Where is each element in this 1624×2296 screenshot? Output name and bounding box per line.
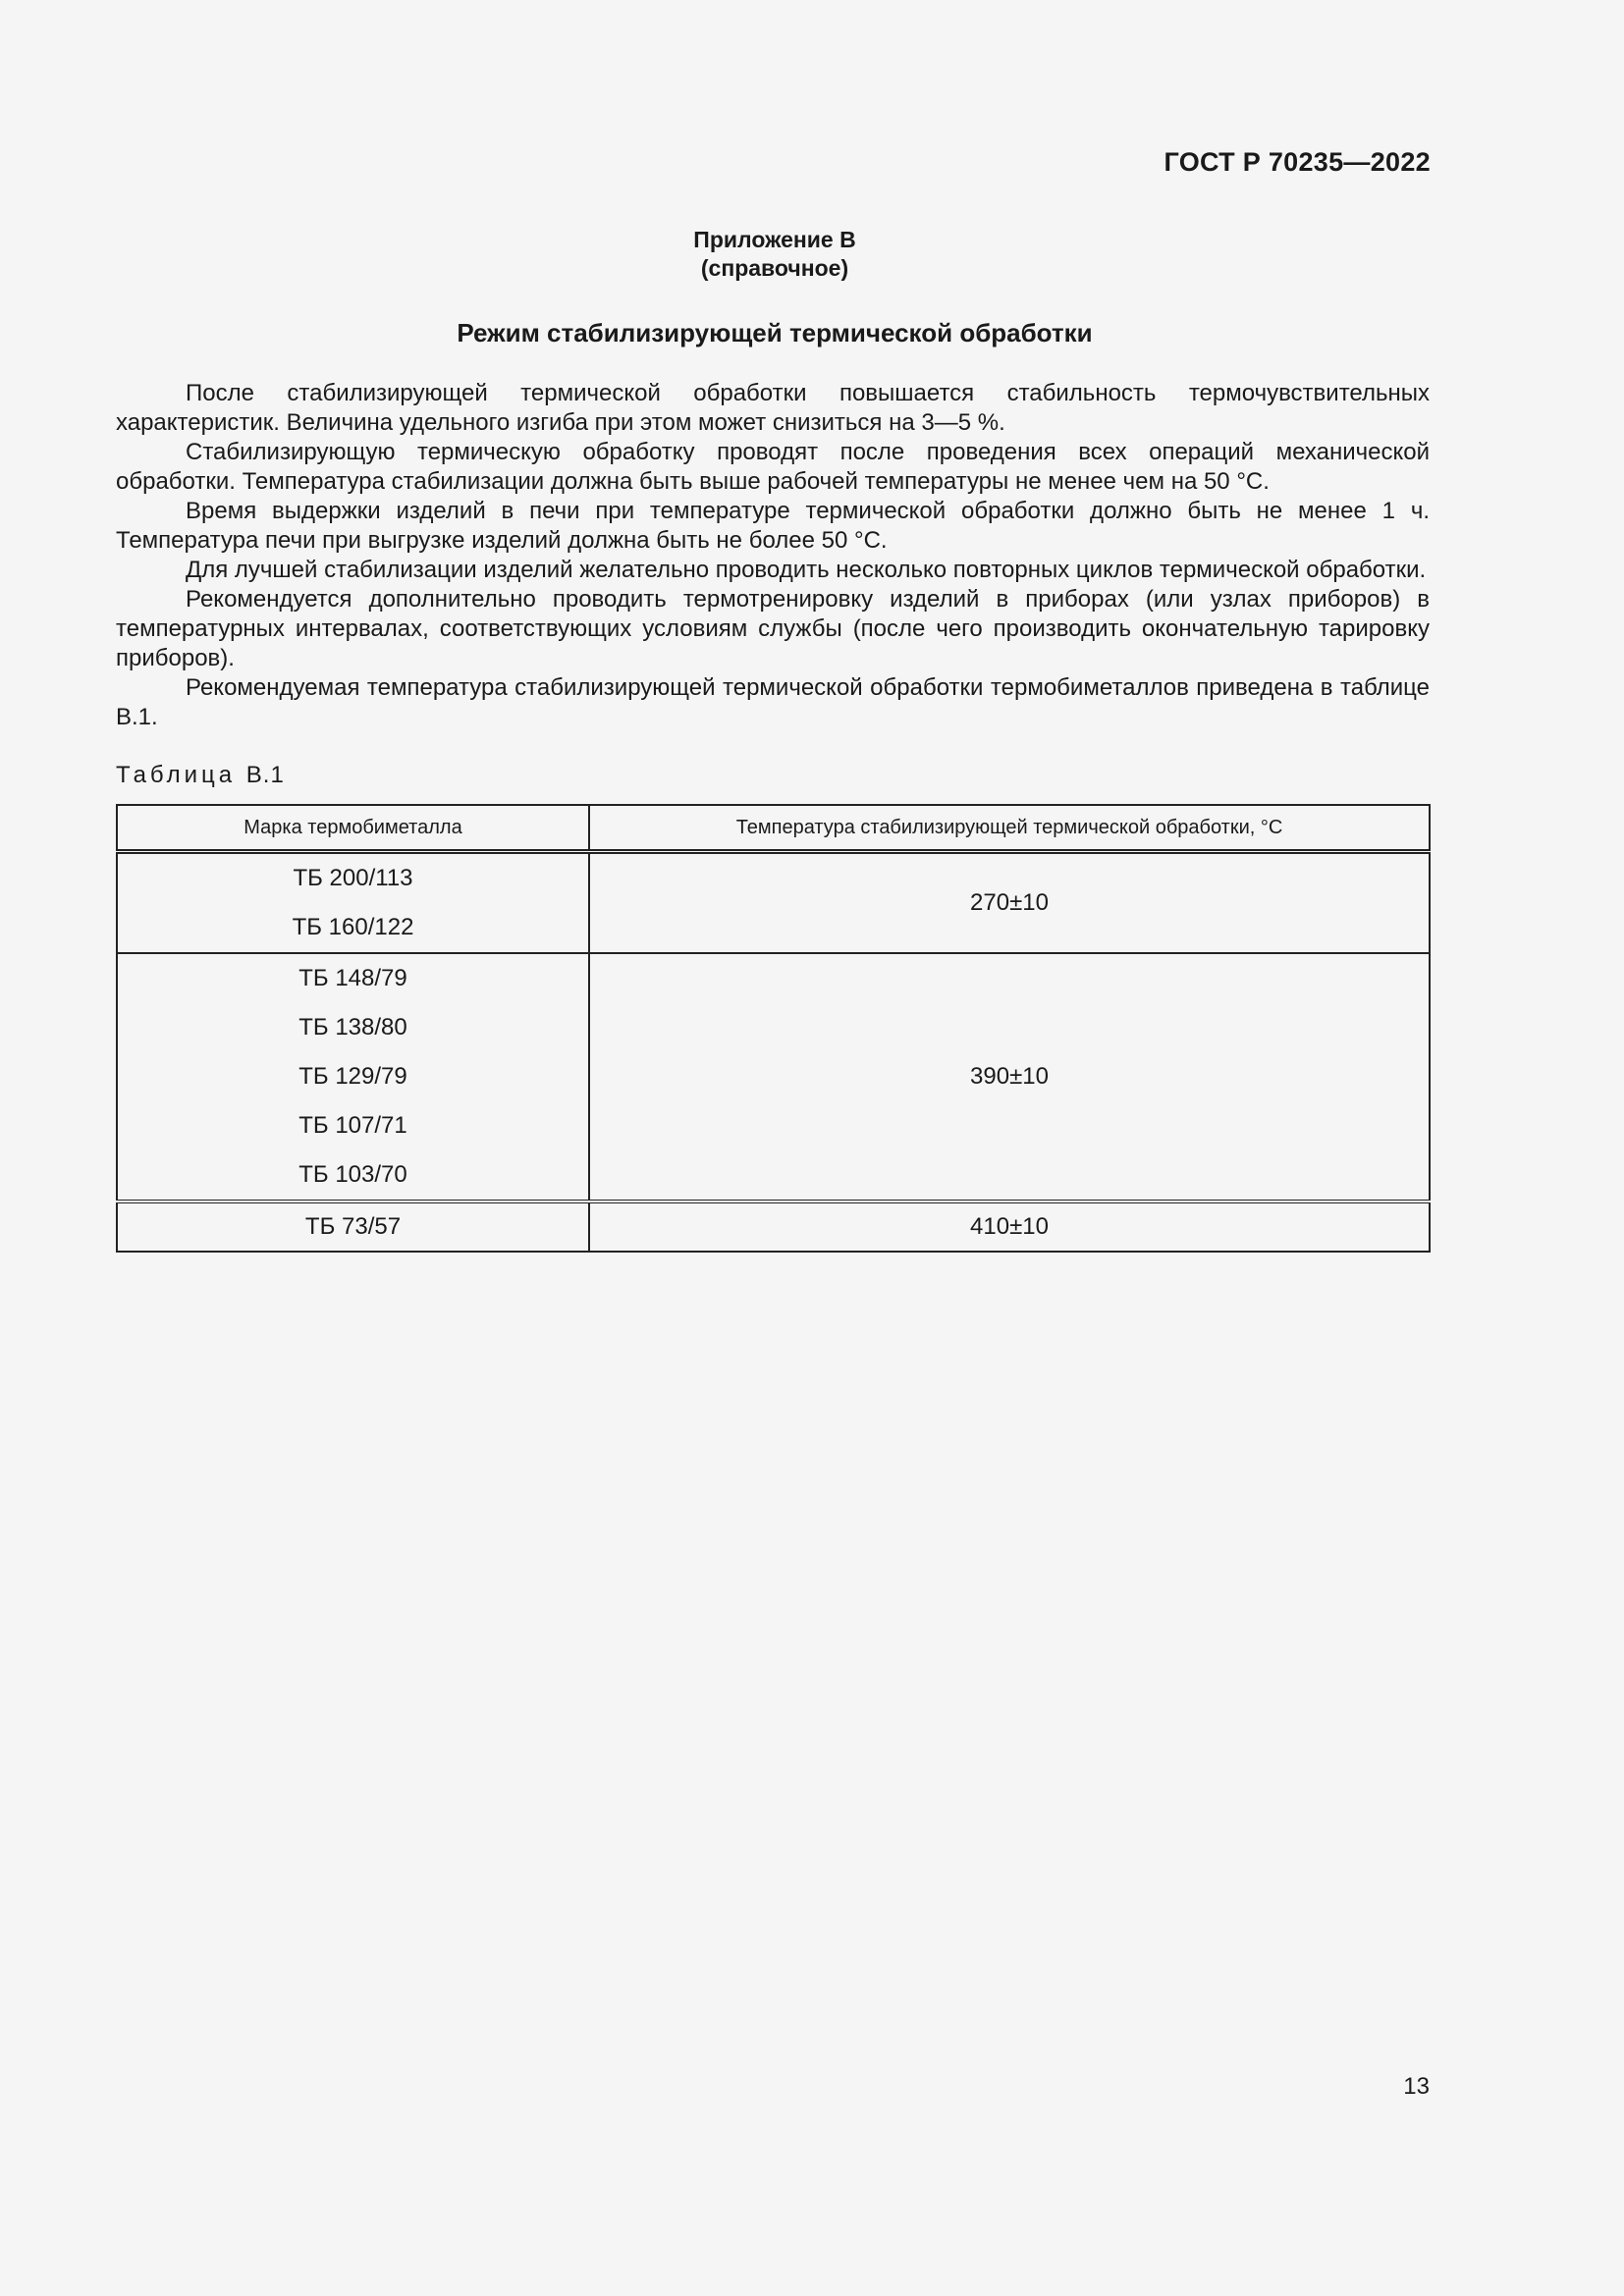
paragraph: Время выдержки изделий в печи при температуре термической обработки должно быть не менее 1 ч. Температура печи при выгрузке изделий должна быть не более 50 °C. — [116, 498, 1430, 554]
grade-cell: ТБ 73/57 — [117, 1201, 589, 1252]
table-row — [117, 852, 1430, 954]
temperature-cell: 390±10 — [589, 953, 1430, 1201]
paragraph: После стабилизирующей термической обработки повышается стабильность термочувствительных характеристик. Величина удельного изгиба при этом может снизиться на 3—5 %. — [116, 380, 1430, 436]
temperature-cell: 270±10 — [589, 852, 1430, 954]
thermobimetal-table — [116, 804, 1431, 1253]
grade-value: ТБ 200/113 — [293, 865, 413, 891]
table-row — [117, 953, 1430, 1201]
temperature-cell: 410±10 — [589, 1201, 1430, 1252]
grade-value: ТБ 129/79 — [298, 1063, 407, 1090]
table-caption — [116, 762, 285, 789]
appendix-heading — [0, 226, 1549, 283]
grade-value: ТБ 103/70 — [298, 1161, 407, 1188]
standard-code: ГОСТ Р 70235—2022 — [1164, 147, 1431, 177]
paragraph: Рекомендуется дополнительно проводить термотренировку изделий в приборах (или узлах приборов) в температурных интервалах, соответствующих условиям службы (после чего производить окончательную тарировку приборов). — [116, 586, 1430, 671]
grade-cell — [117, 953, 589, 1201]
grade-value: ТБ 138/80 — [298, 1014, 407, 1041]
table-caption-word: Таблица — [116, 762, 237, 788]
table-caption-number: В.1 — [245, 762, 285, 788]
paragraph: Для лучшей стабилизации изделий желательно проводить несколько повторных циклов термической обработки. — [186, 557, 1427, 583]
appendix-type: (справочное) — [700, 255, 849, 281]
body-text — [116, 379, 1430, 732]
header-temperature: Температура стабилизирующей термической обработки, °C — [589, 805, 1430, 852]
paragraph: Рекомендуемая температура стабилизирующей термической обработки термобиметаллов приведена в таблице В.1. — [116, 674, 1430, 730]
appendix-label: Приложение В — [693, 227, 856, 252]
table-header-row — [117, 805, 1430, 852]
page-number: 13 — [1403, 2073, 1430, 2100]
grade-value: ТБ 160/122 — [292, 914, 414, 940]
grade-cell — [117, 852, 589, 954]
table-row — [117, 1201, 1430, 1252]
grade-value: ТБ 107/71 — [298, 1112, 407, 1139]
header-grade: Марка термобиметалла — [117, 805, 589, 852]
paragraph: Стабилизирующую термическую обработку проводят после проведения всех операций механической обработки. Температура стабилизации должна быть выше рабочей температуры не менее чем на 50 °C. — [116, 439, 1430, 495]
grade-value: ТБ 148/79 — [298, 965, 407, 991]
section-title: Режим стабилизирующей термической обработки — [457, 318, 1093, 347]
